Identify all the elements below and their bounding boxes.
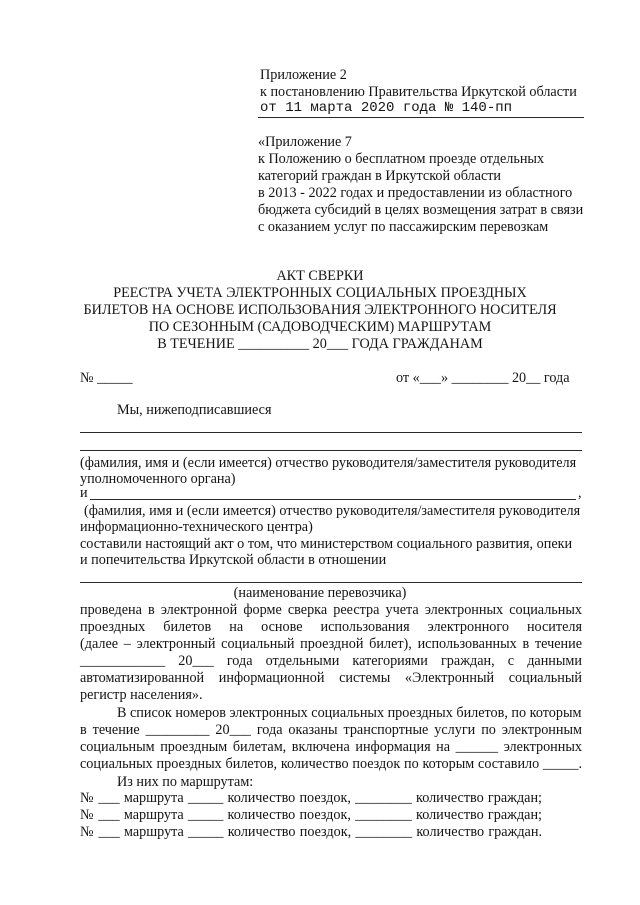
head-caption: (фамилия, имя и (если имеется) отчество руководителя/заместителя руководителя	[80, 455, 577, 471]
prior-appendix-line: к Положению о бесплатном проезде отдельных	[258, 151, 545, 167]
list-text: социальным проездным билетам, включена информация на ______ электронных	[80, 739, 582, 755]
list-text: социальных проездных билетов, количество поездок по которым составило _____.	[80, 756, 582, 772]
check-text: регистр населения».	[80, 687, 203, 703]
check-text: проездных билетов на основе использования электронного носителя	[80, 619, 582, 635]
list-text: В список номеров электронных социальных проездных билетов, по которым	[117, 705, 582, 721]
appendix-title: Приложение 2	[260, 67, 347, 83]
fill-line	[80, 432, 582, 433]
prior-appendix-line: категорий граждан в Иркутской области	[258, 168, 502, 184]
head-caption: уполномоченного органа)	[80, 471, 236, 487]
and-prefix: и	[80, 485, 88, 501]
check-text: (далее – электронный социальный проездной билет), использованных в течение	[80, 636, 582, 652]
prior-appendix-line: с оказанием услуг по пассажирским перевозкам	[258, 219, 549, 235]
check-text: проведена в электронной форме сверка реестра учета электронных социальных	[80, 602, 582, 618]
prior-appendix-line: бюджета субсидий в целях возмещения затрат в связи	[258, 202, 584, 218]
act-date: от «___» ________ 20__ года	[396, 370, 570, 386]
appendix-date-number: от 11 марта 2020 года № 140-пп	[260, 100, 513, 116]
fill-line	[80, 582, 582, 583]
prior-appendix-line: в 2013 - 2022 годах и предоставлении из областного	[258, 185, 573, 201]
document-heading: БИЛЕТОВ НА ОСНОВЕ ИСПОЛЬЗОВАНИЯ ЭЛЕКТРОННОГО НОСИТЕЛЯ	[83, 302, 557, 318]
route-row: № ___ маршрута _____ количество поездок, ________ количество граждан;	[80, 790, 542, 806]
document-heading: В ТЕЧЕНИЕ __________ 20___ ГОДА ГРАЖДАНАМ	[157, 336, 483, 352]
check-text: ____________ 20___ года отдельными категориями граждан, с данными	[80, 653, 582, 669]
compiled-text: составили настоящий акт о том, что министерством социального развития, опеки	[80, 536, 573, 552]
appendix-resolution: к постановлению Правительства Иркутской области	[260, 84, 577, 100]
we-undersigned: Мы, нижеподписавшиеся	[117, 402, 272, 418]
route-row: № ___ маршрута _____ количество поездок, ________ количество граждан;	[80, 807, 542, 823]
by-routes: Из них по маршрутам:	[117, 774, 254, 790]
carrier-caption: (наименование перевозчика)	[233, 585, 407, 601]
document-heading: ПО СЕЗОННЫМ (САДОВОДЧЕСКИМ) МАРШРУТАМ	[148, 319, 492, 335]
prior-appendix-title: «Приложение 7	[258, 134, 352, 150]
compiled-text: и попечительства Иркутской области в отношении	[80, 552, 387, 568]
and-suffix: ,	[578, 485, 582, 501]
document-heading: РЕЕСТРА УЧЕТА ЭЛЕКТРОННЫХ СОЦИАЛЬНЫХ ПРОЕЗДНЫХ	[113, 285, 527, 301]
list-text: в течение _________ 20___ года оказаны транспортные услуги по электронным	[80, 722, 582, 738]
itc-caption: информационно-технического центра)	[80, 519, 313, 535]
document-heading: АКТ СВЕРКИ	[276, 268, 364, 284]
fill-line	[80, 450, 582, 451]
fill-line	[90, 499, 576, 500]
route-row: № ___ маршрута _____ количество поездок, ________ количество граждан.	[80, 824, 542, 840]
check-text: автоматизированной информационной системы «Электронный социальный	[80, 670, 582, 686]
act-number: № _____	[80, 370, 133, 386]
itc-caption: (фамилия, имя и (если имеется) отчество руководителя/заместителя руководителя	[84, 503, 581, 519]
appendix-underline	[258, 117, 584, 118]
